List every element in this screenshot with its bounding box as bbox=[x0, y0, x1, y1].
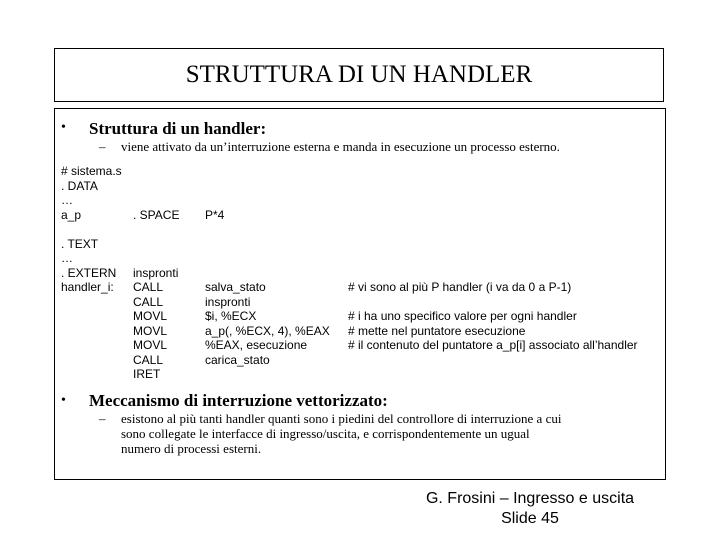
bullet-marker: • bbox=[61, 120, 66, 135]
code-operand: inspronti bbox=[205, 294, 251, 309]
code-instr: CALL bbox=[133, 280, 164, 294]
code-operand: P*4 bbox=[205, 207, 225, 222]
slide-title bbox=[54, 48, 664, 102]
sub-line: sono collegate le interfacce di ingresso/uscita, e corrispondentemente un ugual bbox=[121, 426, 530, 441]
bullet-heading: Struttura di un handler: bbox=[89, 119, 267, 138]
code-line: . EXTERN bbox=[61, 265, 117, 280]
bullet-marker: • bbox=[61, 393, 66, 408]
code-comment: # mette nel puntatore esecuzione bbox=[348, 323, 526, 338]
code-operand: a_p(, %ECX, 4), %EAX bbox=[205, 323, 330, 338]
code-comment: # vi sono al più P handler (i va da 0 a P-1) bbox=[348, 280, 572, 294]
code-line: . DATA bbox=[61, 178, 98, 193]
code-instr: MOVL bbox=[133, 323, 168, 338]
bullet-heading: Meccanismo di interruzione vettorizzato: bbox=[89, 391, 388, 410]
code-line: … bbox=[61, 193, 73, 207]
footer-slide-number: Slide 45 bbox=[501, 510, 559, 527]
footer-author: G. Frosini – Ingresso e uscita bbox=[425, 490, 635, 507]
sub-paragraph bbox=[121, 411, 561, 456]
code-instr: CALL bbox=[133, 294, 164, 309]
code-operand: %EAX, esecuzione bbox=[205, 338, 308, 352]
code-operand: salva_stato bbox=[205, 280, 266, 294]
code-line: . TEXT bbox=[61, 236, 99, 251]
code-col-instr bbox=[133, 164, 179, 382]
code-line: # sistema.s bbox=[61, 164, 122, 178]
code-col-comment bbox=[348, 164, 638, 353]
sub-line: numero di processi esterni. bbox=[121, 441, 262, 456]
code-col-operand bbox=[205, 164, 330, 367]
code-instr: IRET bbox=[133, 367, 161, 381]
slide-title-text: STRUTTURA DI UN HANDLER bbox=[185, 61, 533, 88]
footer bbox=[400, 489, 660, 529]
code-operand: carica_stato bbox=[205, 352, 270, 367]
code-comment: # i ha uno specifico valore per ogni handler bbox=[348, 309, 577, 323]
code-instr: MOVL bbox=[133, 309, 168, 323]
content-box bbox=[54, 108, 666, 480]
code-operand: $i, %ECX bbox=[205, 309, 257, 323]
code-line: a_p bbox=[61, 207, 82, 222]
code-comment: # il contenuto del puntatore a_p[i] associato all’handler bbox=[348, 338, 638, 352]
code-line: handler_i: bbox=[61, 280, 114, 294]
sub-text: viene attivato da un’interruzione esterna e manda in esecuzione un processo esterno. bbox=[121, 139, 560, 154]
code-instr: CALL bbox=[133, 352, 164, 367]
sub-dash: – bbox=[99, 139, 106, 154]
sub-dash: – bbox=[99, 411, 106, 426]
code-instr: inspronti bbox=[133, 265, 179, 280]
sub-line: esistono al più tanti handler quanti sono i piedini del controllore di interruzione a cui bbox=[121, 411, 562, 426]
code-instr: MOVL bbox=[133, 338, 168, 352]
code-col-label bbox=[61, 164, 122, 295]
code-line: … bbox=[61, 251, 73, 265]
code-instr: . SPACE bbox=[133, 207, 180, 222]
